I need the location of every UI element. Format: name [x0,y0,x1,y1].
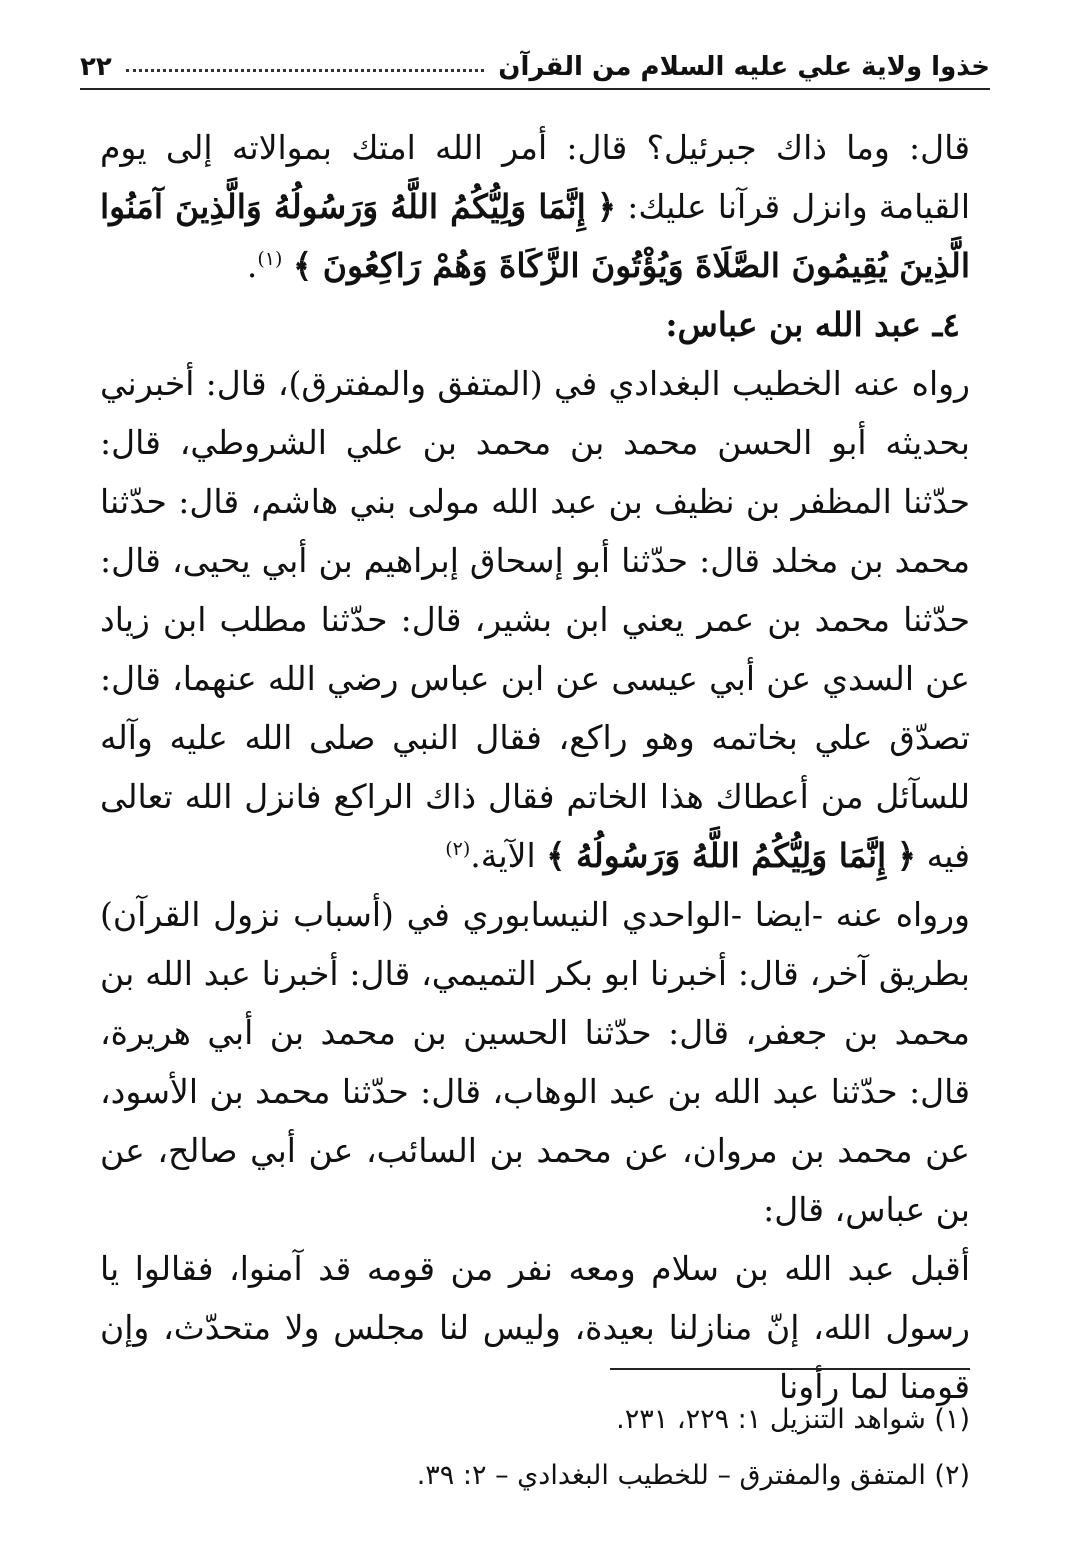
footnotes [100,1392,970,1504]
footnote-ref-1[interactable]: (١) [257,248,283,270]
footnote-1: (١) شواهد التنزيل ١: ٢٢٩، ٢٣١. [616,1404,970,1435]
paragraph-3: ورواه عنه -ايضا -الواحدي النيسابوري في (أسباب نزول القرآن) بطريق آخر، قال: أخبرنا ابو بكر التميمي، قال: أخبرنا عبد الله بن محمد بن جعفر، قال: حدّثنا الحسين بن محمد بن أبي هريرة، قال: حدّثنا عبد الله بن عبد الوهاب، قال: حدّثنا محمد بن الأسود، عن محمد بن مروان، عن محمد بن السائب، عن أبي صالح، عن بن عباس، قال: [100,895,970,1229]
paragraph-4: أقبل عبد الله بن سلام ومعه نفر من قومه قد آمنوا، فقالوا يا رسول الله، إنّ منازلنا بعيدة، وليس لنا مجلس ولا متحدّث، وإن قومنا لما رأونا [100,1249,970,1406]
period: . [246,246,258,285]
section-heading: ٤ـ عبد الله بن عباس: [665,305,960,344]
paragraph-1 [100,118,970,295]
quran-open-bracket: ﴿ [596,187,617,226]
quran-open-bracket: ﴿ [896,836,917,875]
page-number: ٢٢ [80,52,112,82]
leader-dots [126,69,485,72]
running-title: خذوا ولاية علي عليه السلام من القرآن [498,52,990,82]
paragraph-1-text: قال: وما ذاك جبرئيل؟ قال: أمر الله امتك بموالاته إلى يوم القيامة وانزل قرآنا عليك: [100,128,970,226]
quran-close-bracket: ﴾ [546,836,566,875]
page-body [100,118,970,1416]
footnote-separator [610,1368,970,1370]
paragraph-2-text: رواه عنه الخطيب البغدادي في (المتفق والمفترق)، قال: أخبرني بحديثه أبو الحسن محمد بن محمد بن علي الشروطي، قال: حدّثنا المظفر بن نظيف بن عبد الله مولى بني هاشم، قال: حدّثنا محمد بن مخلد قال: حدّثنا أبو إسحاق إبراهيم بن أبي يحيى، قال: حدّثنا محمد بن عمر يعني ابن بشير، قال: حدّثنا مطلب ابن زياد عن السدي عن أبي عيسى عن ابن عباس رضي الله عنهما، قال: تصدّق علي بخاتمه وهو راكع، فقال النبي صلى الله عليه وآله للسآئل من أعطاك هذا الخاتم فقال ذاك الراكع فانزل الله تعالى فيه [100,364,970,875]
quran-verse-1: إِنَّمَا وَلِيُّكُمُ اللَّهُ وَرَسُولُهُ وَالَّذِينَ آمَنُوا الَّذِينَ يُقِيمُونَ الصَّلَاةَ وَيُؤْتُونَ الزَّكَاةَ وَهُمْ رَاكِعُونَ [100,187,970,285]
footnote-ref-2[interactable]: (٢) [445,838,471,860]
footnote-2: (٢) المتفق والمفترق – للخطيب البغدادي – ٢: ٣٩. [416,1460,970,1491]
paragraph-2 [100,354,970,885]
page-header [80,40,990,90]
quran-verse-2: إِنَّمَا وَلِيُّكُمُ اللَّهُ وَرَسُولُهُ [575,836,887,875]
quran-close-bracket: ﴾ [292,246,313,285]
paragraph-2-tail: الآية. [470,836,536,875]
